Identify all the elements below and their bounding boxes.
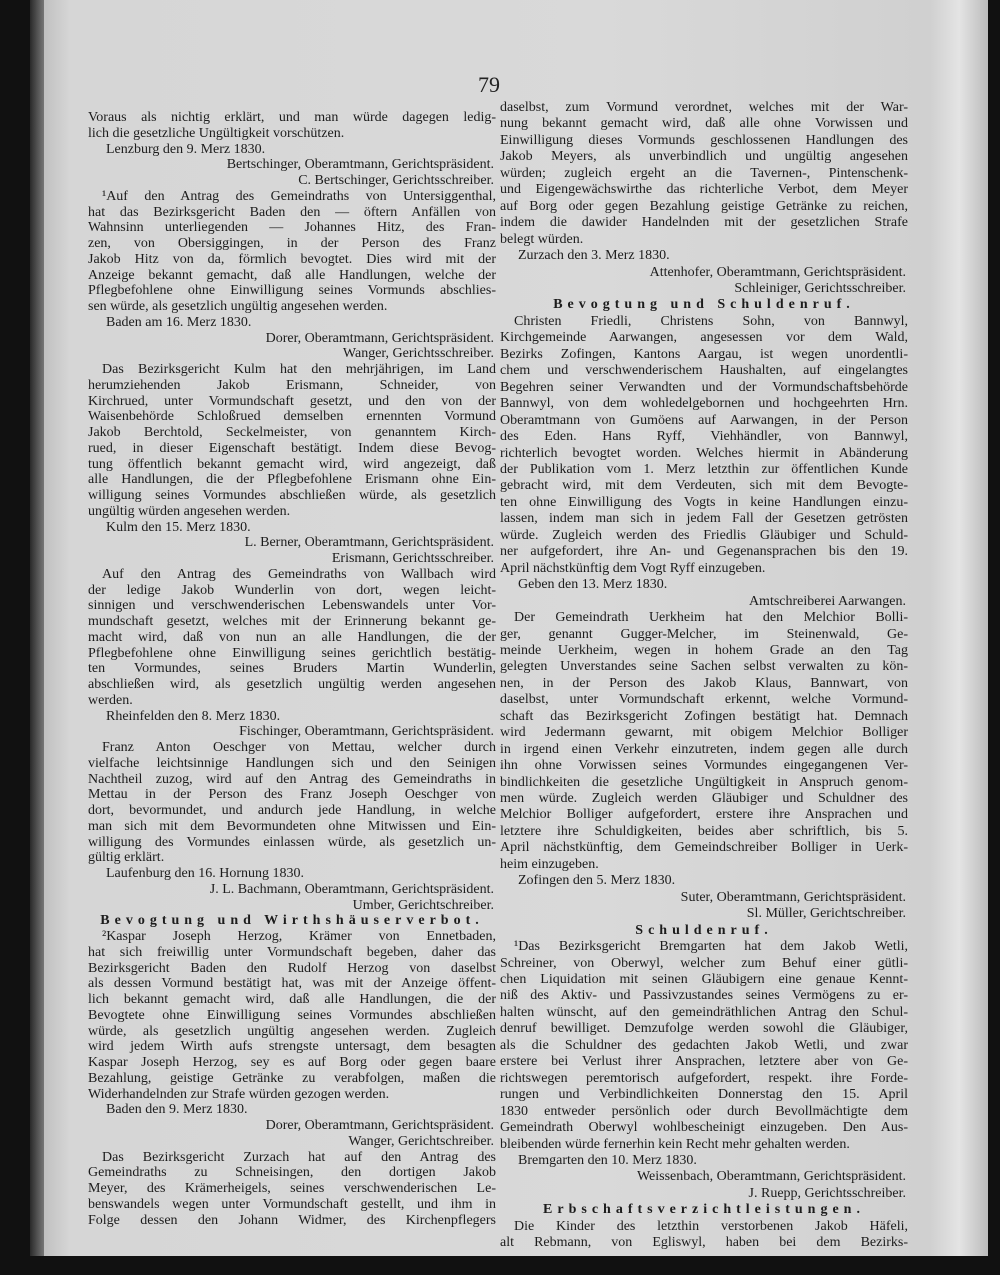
text-line: ¹Auf den Antrag des Gemeindraths von Untersiggenthal,	[102, 188, 496, 204]
section-heading: Erbschaftsverzichtleistungen.	[543, 1202, 865, 1218]
page-binding-shadow	[30, 0, 44, 1256]
text-line: richtswegen peremtorisch aufgefordert, respekt. ihre Forde-	[500, 1070, 908, 1086]
notice-paragraph	[500, 100, 908, 248]
text-line: nung bekannt gemacht wird, daß alle ohne Vorwissen und	[500, 116, 908, 132]
signature-line: Erismann, Gerichtsschreiber.	[331, 551, 494, 566]
text-line: sinnigen und verschwenderischen Lebenswandels unter Vor-	[88, 598, 496, 614]
text-line: Waisenbehörde Schloßrued demselben ernennten Vormund	[88, 409, 496, 425]
text-line: man sich mit dem Bevormundeten ohne Mitwissen und Ein-	[88, 818, 496, 834]
text-line: letztere ihre Schuldigkeiten, beides aber schriftlich, bis 5.	[500, 823, 908, 839]
text-line: ner aufgefordert, ihre An- und Gegenansprachen bis den 19.	[500, 544, 908, 560]
notice-paragraph	[500, 610, 908, 873]
text-line: werden.	[88, 692, 133, 708]
text-line: gebracht wird, mit dem Verdeuten, sich mit dem Bevogte-	[500, 478, 908, 494]
text-line: willigung seines Vormundes abschließen würde, als gesetzlich	[88, 488, 496, 503]
text-line: ²Kaspar Joseph Herzog, Krämer von Ennetbaden,	[102, 929, 496, 944]
dateline: Rheinfelden den 8. Merz 1830.	[106, 708, 281, 724]
text-line: nen, in der Person des Jakob Klaus, Bannwart, von	[500, 675, 908, 691]
text-line: Bevogtete ohne Einwilligung seines Vormundes abschließen	[88, 1007, 496, 1023]
text-line: Bannwyl, von dem wohledelgebornen und hochgeehrten Hrn.	[500, 396, 908, 412]
text-line: belegt würden.	[500, 231, 584, 247]
text-line: rungen und Verbindlichkeiten Donnerstag den 15. April	[500, 1087, 908, 1103]
signature-line: Fischinger, Oberamtmann, Gerichtspräsident.	[239, 724, 494, 740]
text-line: Meyer, des Krämerheigels, seines verschwenderischen Le-	[88, 1181, 496, 1196]
text-line: Einwilligung dieses Vormunds geschlossenen Handlungen des	[500, 132, 908, 148]
dateline: Laufenburg den 16. Hornung 1830.	[106, 866, 305, 881]
text-line: lich die gesetzliche Ungültigkeit vorschützen.	[88, 125, 345, 141]
signature-line: Attenhofer, Oberamtmann, Gerichtspräsident.	[649, 264, 906, 280]
text-line: Auf den Antrag des Gemeindraths von Wallbach wird	[102, 566, 496, 582]
text-line: benswandels wegen unter Vormundschaft gestellt, und ihm in	[88, 1196, 496, 1212]
text-line: halten wünscht, auf den gemeindräthlichen Antrag den Schul-	[500, 1004, 908, 1020]
text-line: abschließen wird, als gesetzlich ungültig werden angesehen	[88, 677, 496, 692]
signature-line: Schleiniger, Gerichtsschreiber.	[734, 280, 906, 296]
text-line: hat sich freiwillig unter Vormundschaft begeben, daher das	[88, 944, 496, 960]
text-line: heim einzugeben.	[500, 856, 599, 872]
text-line: Jakob Berchtold, Seckelmeister, von genanntem Kirch-	[88, 425, 496, 440]
signature-line: J. L. Bachmann, Oberamtmann, Gerichtspräsident.	[209, 881, 494, 897]
text-line: gelegten Unverstandes seine Sachen selbst verwalten zu kön-	[500, 659, 908, 675]
signature-line: Suter, Oberamtmann, Gerichtspräsident.	[680, 889, 906, 905]
text-line: Gemeindrath Oberwyl wohlbescheinigt einzugeben. Den Aus-	[500, 1120, 908, 1136]
signature-line: Dorer, Oberamtmann, Gerichtspräsident.	[265, 1118, 494, 1133]
notice-paragraph	[500, 939, 908, 1153]
text-line: ten ohne Einwilligung des Vogts in keine Handlungen einzu-	[500, 494, 908, 510]
notice-paragraph	[500, 1219, 908, 1252]
text-line: richterlich bevogtet worden. Welches hiermit in Abänderung	[500, 445, 908, 461]
text-line: ungültig würden angesehen werden.	[88, 503, 291, 519]
dateline: Kulm den 15. Merz 1830.	[106, 519, 251, 535]
text-line: Jakob Hitz von da, förmlich bevogtet. Dies wird mit der	[88, 251, 496, 267]
section-heading: Bevogtung und Schuldenruf.	[553, 297, 855, 313]
text-line: ihn ohne Vorwissen seines Vormundes eingegangenen Ver-	[500, 758, 908, 774]
text-line: April nächstkünftig dem Vogt Ryff einzugeben.	[500, 560, 766, 576]
text-line: dort, bevormundet, und andurch jede Handlung, in welche	[88, 803, 496, 818]
notice-paragraph	[88, 189, 496, 315]
dateline: Geben den 13. Merz 1830.	[518, 577, 668, 593]
signature-line: L. Berner, Oberamtmann, Gerichtspräsident.	[244, 535, 494, 551]
text-line: April nächstkünftig, dem Gemeindschreiber Bolliger in Uerk-	[500, 840, 908, 856]
text-line: meinde Uerkheim, wegen in hohem Grade an den Tag	[500, 642, 908, 658]
signature-line: Sl. Müller, Gerichtschreiber.	[746, 906, 906, 922]
text-line: willigung des Vormundes einlassen würde, als gesetzlich un-	[88, 834, 496, 850]
text-line: auf Borg oder gegen Bezahlung geistige Getränke zu reichen,	[500, 198, 908, 214]
notice-paragraph	[88, 740, 496, 866]
dateline: Zofingen den 5. Merz 1830.	[518, 873, 676, 889]
text-line: würden; zugleich ergeht an die Tavernen-, Pintenschenk-	[500, 165, 908, 181]
left-column	[88, 110, 496, 1228]
text-line: macht wird, daß von nun an alle Handlungen, die der	[88, 629, 496, 645]
text-line: und Eigengewächswirthe das richterliche Verbot, dem Meyer	[500, 182, 908, 198]
text-line: Bezirksgericht Baden den Rudolf Herzog von daselbst	[88, 960, 496, 976]
text-line: Pflegbefohlene ohne Einwilligung seines gerichtlich bestätig-	[88, 645, 496, 661]
text-line: chem und verschwenderischem Haushalten, auf eingelangtes	[500, 363, 908, 379]
text-line: 1830 entweder persönlich oder durch Bevollmächtigte dem	[500, 1103, 908, 1119]
dateline: Zurzach den 3. Merz 1830.	[518, 248, 670, 264]
text-line: denruf bewilliget. Demzufolge werden sowohl die Gläubiger,	[500, 1021, 908, 1037]
notice-paragraph	[88, 362, 496, 520]
text-line: rued, in dieser Eigenschaft bestätigt. Indem diese Bevog-	[88, 440, 496, 456]
section-heading: Schuldenruf.	[635, 922, 773, 938]
text-line: bindlichkeiten die gesetzliche Ungültigkeit in Anspruch genom-	[500, 774, 908, 790]
text-line: würde. Zugleich werden des Friedlis Gläubiger und Schuld-	[500, 527, 908, 543]
dateline: Baden den 9. Merz 1830.	[106, 1102, 248, 1118]
text-line: Gemeindraths zu Schneisingen, den dortigen Jakob	[88, 1165, 496, 1181]
text-line: Bezirks Zofingen, Kantons Aargau, ist wegen unordentli-	[500, 346, 908, 362]
signature-line: Amtschreiberei Aarwangen.	[748, 593, 906, 609]
text-line: Voraus als nichtig erklärt, und man würde dagegen ledig-	[88, 110, 496, 125]
text-line: men würde. Zugleich werden Gläubiger und Schuldner des	[500, 791, 908, 807]
text-line: Pflegbefohlene ohne Einwilligung seines Vormunds abschlies-	[88, 283, 496, 299]
text-line: Nachtheil zuzog, wird auf den Antrag des Gemeindraths in	[88, 771, 496, 787]
notice-paragraph	[88, 1150, 496, 1229]
text-line: Jakob Meyers, als unverbindlich und ungültig angesehen	[500, 149, 908, 165]
text-line: Bezahlung, geistige Getränke zu verabfolgen, maßen die	[88, 1070, 496, 1086]
text-line: Das Bezirksgericht Zurzach hat auf den Antrag des	[102, 1149, 496, 1165]
signature-line: Dorer, Oberamtmann, Gerichtspräsident.	[265, 330, 494, 346]
dateline: Lenzburg den 9. Merz 1830.	[106, 141, 266, 157]
text-line: der Publikation vom 1. Merz letzthin zur öffentlichen Kunde	[500, 461, 908, 477]
text-line: Schreiner, von Oberwyl, welcher zum Behuf einer gütli-	[500, 955, 908, 971]
text-line: indem die dawider Handelnden mit der gesetzlichen Strafe	[500, 215, 908, 231]
text-line: Franz Anton Oeschger von Mettau, welcher durch	[102, 740, 496, 755]
notice-paragraph	[88, 110, 496, 142]
signature-line: Weissenbach, Oberamtmann, Gerichtspräsident.	[636, 1169, 906, 1185]
text-line: des Eden. Hans Ryff, Viehhändler, von Bannwyl,	[500, 429, 908, 445]
text-line: wird jedem Wirth aufs strengste untersagt, dem besagten	[88, 1039, 496, 1055]
text-line: daselbst, zum Vormund verordnet, welches mit der War-	[500, 100, 908, 115]
text-line: tung öffentlich bekannt gemacht wird, wird angezeigt, daß	[88, 456, 496, 472]
text-line: Der Gemeindrath Uerkheim hat den Melchior Bolli-	[514, 610, 908, 626]
right-column	[500, 100, 908, 1252]
notice-paragraph	[500, 314, 908, 577]
text-line: mundschaft gesetzt, welches mit der Erinnerung bekannt ge-	[88, 614, 496, 629]
text-line: lich bekannt gemacht wird, daß alle Handlungen, die der	[88, 992, 496, 1007]
dateline: Baden am 16. Merz 1830.	[106, 314, 252, 330]
text-line: als die Schuldner des gedachten Jakob Wetli, und zwar	[500, 1037, 908, 1053]
text-line: Begehren seiner Verwandten und der Vormundschaftsbehörde	[500, 379, 908, 395]
signature-line: J. Ruepp, Gerichtsschreiber.	[748, 1185, 906, 1201]
text-line: Kirchrued, unter Vormundschaft gesetzt, und den von der	[88, 393, 496, 409]
text-line: Widerhandelnden zur Strafe würden gezogen werden.	[88, 1086, 390, 1102]
text-line: als dessen Vormund bestätigt hat, was mit der Anzeige öffent-	[88, 976, 496, 992]
text-line: Die Kinder des letzthin verstorbenen Jakob Häfeli,	[514, 1218, 908, 1234]
section-heading: Bevogtung und Wirthshäuserverbot.	[100, 913, 484, 929]
signature-line: C. Bertschinger, Gerichtsschreiber.	[298, 173, 494, 188]
text-line: lassen, indem man sich in jedem Fall der Gesetzen getrösten	[500, 511, 908, 527]
text-line: in irgend einen Verkehr einzutreten, indem gegen alle durch	[500, 741, 908, 757]
text-line: Mettau in der Person des Franz Joseph Oeschger von	[88, 787, 496, 803]
text-line: ten Vormundes, seines Bruders Martin Wunderlin,	[88, 661, 496, 677]
text-line: herumziehenden Jakob Erismann, Schneider, von	[88, 377, 496, 393]
text-line: hat das Bezirksgericht Baden den — öftern Anfällen von	[88, 204, 496, 220]
text-line: Das Bezirksgericht Kulm hat den mehrjährigen, im Land	[102, 362, 496, 377]
text-line: zen, von Obersiggingen, in der Person des Franz	[88, 236, 496, 251]
text-line: würde, als gesetzlich ungültig angesehen werden. Zugleich	[88, 1023, 496, 1039]
text-line: chen Liquidation mit seinen Gläubigern eine genaue Kennt-	[500, 972, 908, 988]
text-line: Oberamtmann von Gumöens auf Aarwangen, in der Person	[500, 412, 908, 428]
text-line: ¹Das Bezirksgericht Bremgarten hat dem Jakob Wetli,	[514, 939, 908, 955]
text-line: daselbst, unter Vormundschaft erkennt, welche Vormund-	[500, 692, 908, 708]
signature-line: Bertschinger, Oberamtmann, Gerichtspräsident.	[226, 157, 494, 173]
text-line: Anzeige bekannt gemacht, daß alle Handlungen, welche der	[88, 267, 496, 283]
text-line: schaft das Bezirksgericht Zofingen bestätigt hat. Demnach	[500, 708, 908, 724]
text-line: ger, genannt Gugger-Melcher, im Steinenwald, Ge-	[500, 626, 908, 642]
text-line: Wahnsinn unterliegenden — Johannes Hitz, des Fran-	[88, 220, 496, 236]
text-line: gültig erklärt.	[88, 850, 165, 866]
signature-line: Wanger, Gerichtsschreiber.	[342, 346, 494, 362]
text-line: der ledige Jakob Wunderlin von dort, wegen leicht-	[88, 582, 496, 598]
signature-line: Umber, Gerichtschreiber.	[352, 897, 494, 913]
text-line: alle Handlungen, die der Pflegbefohlene Erismann ohne Ein-	[88, 472, 496, 488]
text-line: niß des Aktiv- und Passivzustandes seines Vermögens zu er-	[500, 988, 908, 1004]
text-line: alt Rebmann, von Egliswyl, haben bei dem Bezirks-	[500, 1235, 908, 1251]
text-line: Melchior Bolliger aufgefordert, erstere ihre Ansprachen und	[500, 807, 908, 823]
text-line: wird Jedermann gewarnt, mit obigem Melchior Bolliger	[500, 725, 908, 741]
notice-paragraph	[88, 929, 496, 1102]
page-number: 79	[478, 72, 500, 97]
text-line: vielfache leichtsinnige Handlungen sich und den Seinigen	[88, 755, 496, 771]
text-line: Folge dessen den Johann Widmer, des Kirchenpflegers	[88, 1212, 496, 1228]
signature-line: Wanger, Gerichtschreiber.	[348, 1133, 494, 1149]
text-line: Kaspar Joseph Herzog, sey es auf Borg oder gegen baare	[88, 1055, 496, 1070]
dateline: Bremgarten den 10. Merz 1830.	[518, 1153, 697, 1168]
text-line: Christen Friedli, Christens Sohn, von Bannwyl,	[514, 313, 908, 329]
text-line: Kirchgemeinde Aarwangen, angesessen vor dem Wald,	[500, 330, 908, 346]
text-line: sen würde, als gesetzlich ungültig angesehen werden.	[88, 299, 388, 314]
text-line: erstere bei Verlust ihrer Ansprachen, letztere aber von Ge-	[500, 1054, 908, 1070]
notice-paragraph	[88, 567, 496, 709]
text-line: bleibenden würde fernerhin kein Recht mehr gehalten werden.	[500, 1136, 850, 1152]
